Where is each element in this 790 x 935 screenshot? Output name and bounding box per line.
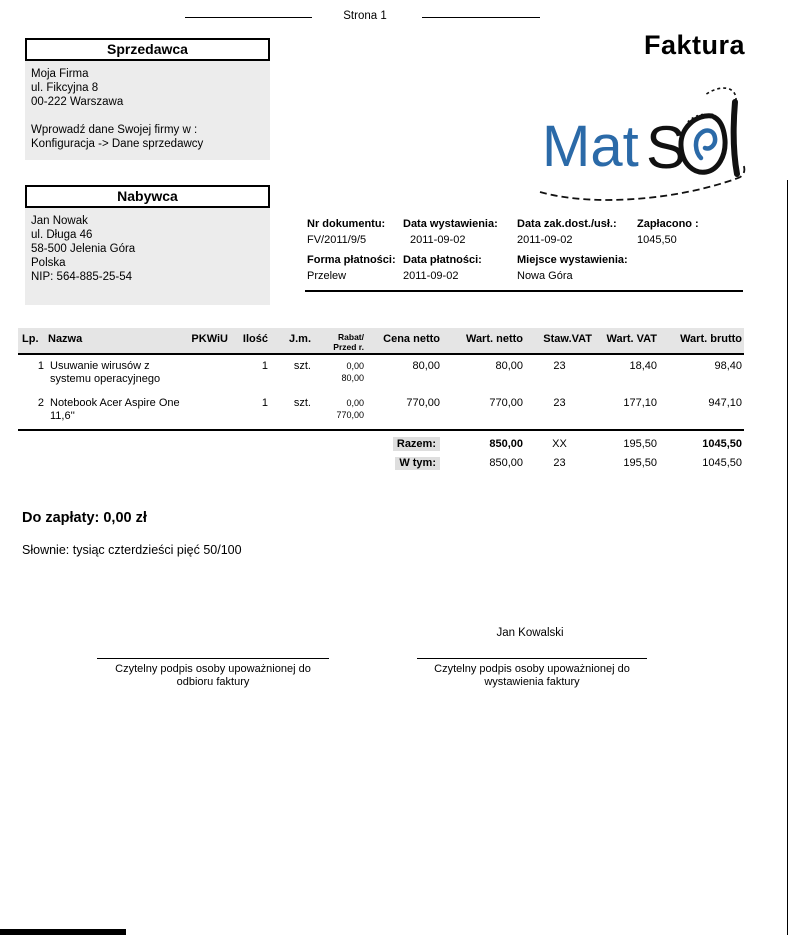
signature-caption-left-line2: odbioru faktury bbox=[176, 676, 250, 688]
totals-razem-wart-netto: 850,00 bbox=[442, 430, 525, 457]
col-header-wart-brutto: Wart. brutto bbox=[659, 328, 744, 354]
buyer-panel bbox=[25, 208, 270, 305]
totals-empty bbox=[18, 430, 367, 457]
issuer-name: Jan Kowalski bbox=[496, 627, 564, 639]
col-header-wart-vat: Wart. VAT bbox=[594, 328, 659, 354]
col-header-rabat-line2: Przed r. bbox=[333, 341, 364, 352]
col-header-jm: J.m. bbox=[270, 328, 313, 354]
totals-razem-staw-vat: XX bbox=[525, 430, 594, 457]
cell-wart-brutto: 947,10 bbox=[708, 397, 742, 409]
item-name-line2: 11,6'' bbox=[50, 410, 75, 422]
buyer-address-1: ul. Długa 46 bbox=[31, 229, 93, 241]
cell-pkwiu bbox=[185, 392, 230, 430]
cell-nazwa bbox=[48, 354, 185, 392]
col-header-cena-netto: Cena netto bbox=[367, 328, 442, 354]
cell-rabat bbox=[313, 392, 367, 430]
przedr-value: 770,00 bbox=[336, 410, 364, 420]
detail-value-data-zak: 2011-09-02 bbox=[517, 234, 573, 246]
bottom-left-edge-bar bbox=[0, 929, 126, 935]
seller-name: Moja Firma bbox=[31, 68, 89, 80]
totals-razem-label: Razem: bbox=[393, 437, 440, 451]
logo-text-mat: Mat bbox=[542, 114, 639, 179]
table-row bbox=[18, 392, 744, 430]
col-header-rabat-line1: Rabat/ bbox=[338, 332, 364, 342]
cell-wart-brutto: 98,40 bbox=[714, 360, 742, 372]
page-number: Strona 1 bbox=[343, 10, 387, 22]
seller-address-1: ul. Fikcyjna 8 bbox=[31, 82, 99, 94]
detail-value-zaplacono: 1045,50 bbox=[637, 234, 677, 246]
signature-caption-right bbox=[417, 663, 647, 689]
rabat-value: 0,00 bbox=[346, 398, 364, 408]
col-header-staw-vat: Staw.VAT bbox=[525, 328, 594, 354]
signature-caption-left bbox=[97, 663, 329, 689]
totals-wtym-row bbox=[18, 457, 744, 477]
detail-label-nr-dokumentu: Nr dokumentu: bbox=[307, 218, 386, 230]
buyer-name: Jan Nowak bbox=[31, 215, 88, 227]
seller-note-1: Wprowadź dane Swojej firmy w : bbox=[31, 124, 198, 136]
detail-label-miejsce-wystawienia: Miejsce wystawienia: bbox=[517, 254, 628, 266]
buyer-address-3: Polska bbox=[31, 257, 66, 269]
detail-label-data-zak: Data zak.dost./usł.: bbox=[517, 218, 617, 230]
seller-note-2: Konfiguracja -> Dane sprzedawcy bbox=[31, 138, 204, 150]
przedr-value: 80,00 bbox=[341, 373, 364, 383]
cell-staw-vat: 23 bbox=[553, 397, 566, 409]
cell-jm: szt. bbox=[293, 360, 311, 372]
cell-lp: 2 bbox=[37, 397, 44, 409]
seller-title: Sprzedawca bbox=[25, 38, 270, 61]
page-right-edge-rule bbox=[787, 180, 788, 935]
totals-wtym-wart-vat: 195,50 bbox=[623, 457, 657, 469]
seller-address-2: 00-222 Warszawa bbox=[31, 96, 124, 108]
cell-staw-vat: 23 bbox=[553, 360, 566, 372]
totals-empty bbox=[18, 457, 367, 477]
detail-value-miejsce-wystawienia: Nowa Góra bbox=[517, 270, 573, 282]
buyer-nip: NIP: 564-885-25-54 bbox=[31, 271, 133, 283]
detail-label-forma-platnosci: Forma płatności: bbox=[307, 254, 396, 266]
buyer-title: Nabywca bbox=[25, 185, 270, 208]
totals-wtym-wart-brutto: 1045,50 bbox=[702, 457, 742, 469]
item-name-line1: Notebook Acer Aspire One bbox=[50, 397, 180, 409]
detail-value-data-wystawienia: 2011-09-02 bbox=[410, 234, 466, 246]
seller-spacer bbox=[31, 109, 266, 123]
item-name-line1: Usuwanie wirusów z bbox=[50, 360, 150, 372]
detail-label-data-wystawienia: Data wystawienia: bbox=[403, 218, 498, 230]
cell-pkwiu bbox=[185, 354, 230, 392]
col-header-pkwiu: PKWiU bbox=[185, 328, 230, 354]
totals-wtym-staw-vat: 23 bbox=[553, 457, 566, 469]
details-bottom-rule bbox=[305, 290, 743, 292]
header-rule-left bbox=[185, 17, 312, 18]
cell-cena-netto: 770,00 bbox=[406, 397, 440, 409]
col-header-rabat bbox=[313, 328, 367, 354]
detail-value-nr-dokumentu: FV/2011/9/5 bbox=[307, 234, 367, 246]
cell-lp: 1 bbox=[37, 360, 44, 372]
detail-label-zaplacono: Zapłacono : bbox=[637, 218, 699, 230]
col-header-wart-netto: Wart. netto bbox=[442, 328, 525, 354]
totals-wtym-label: W tym: bbox=[395, 457, 440, 470]
cell-wart-vat: 18,40 bbox=[629, 360, 657, 372]
signature-caption-left-line1: Czytelny podpis osoby upoważnionej do bbox=[115, 663, 311, 675]
totals-razem-wart-brutto: 1045,50 bbox=[659, 430, 744, 457]
logo-o-glyph bbox=[681, 115, 725, 173]
cell-jm: szt. bbox=[293, 397, 311, 409]
amount-in-words: Słownie: tysiąc czterdzieści pięć 50/100 bbox=[22, 543, 242, 557]
rabat-value: 0,00 bbox=[346, 361, 364, 371]
cell-wart-netto: 80,00 bbox=[495, 360, 523, 372]
totals-razem-wart-vat: 195,50 bbox=[594, 430, 659, 457]
totals-razem-label-cell bbox=[367, 430, 442, 457]
detail-value-data-platnosci: 2011-09-02 bbox=[403, 270, 459, 282]
matsol-logo bbox=[538, 84, 750, 212]
items-table bbox=[18, 328, 744, 477]
table-row bbox=[18, 354, 744, 392]
cell-cena-netto: 80,00 bbox=[412, 360, 440, 372]
col-header-nazwa: Nazwa bbox=[48, 328, 185, 354]
header-rule-right bbox=[422, 17, 540, 18]
totals-razem-row bbox=[18, 430, 744, 457]
cell-wart-netto: 770,00 bbox=[489, 397, 523, 409]
col-header-lp: Lp. bbox=[18, 328, 48, 354]
buyer-address-2: 58-500 Jelenia Góra bbox=[31, 243, 136, 255]
table-header-row bbox=[18, 328, 744, 354]
signature-line-right bbox=[417, 658, 647, 659]
signature-caption-right-line1: Czytelny podpis osoby upoważnionej do bbox=[434, 663, 630, 675]
detail-value-forma-platnosci: Przelew bbox=[307, 270, 347, 282]
seller-panel bbox=[25, 61, 270, 160]
cell-nazwa bbox=[48, 392, 185, 430]
cell-ilosc: 1 bbox=[261, 397, 268, 409]
signature-line-left bbox=[97, 658, 329, 659]
signature-caption-right-line2: wystawienia faktury bbox=[484, 676, 580, 688]
totals-wtym-wart-netto: 850,00 bbox=[489, 457, 523, 469]
totals-wtym-label-cell bbox=[367, 457, 442, 477]
col-header-ilosc: Ilość bbox=[230, 328, 270, 354]
cell-ilosc: 1 bbox=[261, 360, 268, 372]
cell-rabat bbox=[313, 354, 367, 392]
item-name-line2: systemu operacyjnego bbox=[50, 373, 161, 385]
amount-due: Do zapłaty: 0,00 zł bbox=[22, 510, 147, 526]
cell-wart-vat: 177,10 bbox=[623, 397, 657, 409]
detail-label-data-platnosci: Data płatności: bbox=[403, 254, 482, 266]
logo-text-s: S bbox=[646, 114, 687, 181]
document-title: Faktura bbox=[643, 30, 745, 60]
